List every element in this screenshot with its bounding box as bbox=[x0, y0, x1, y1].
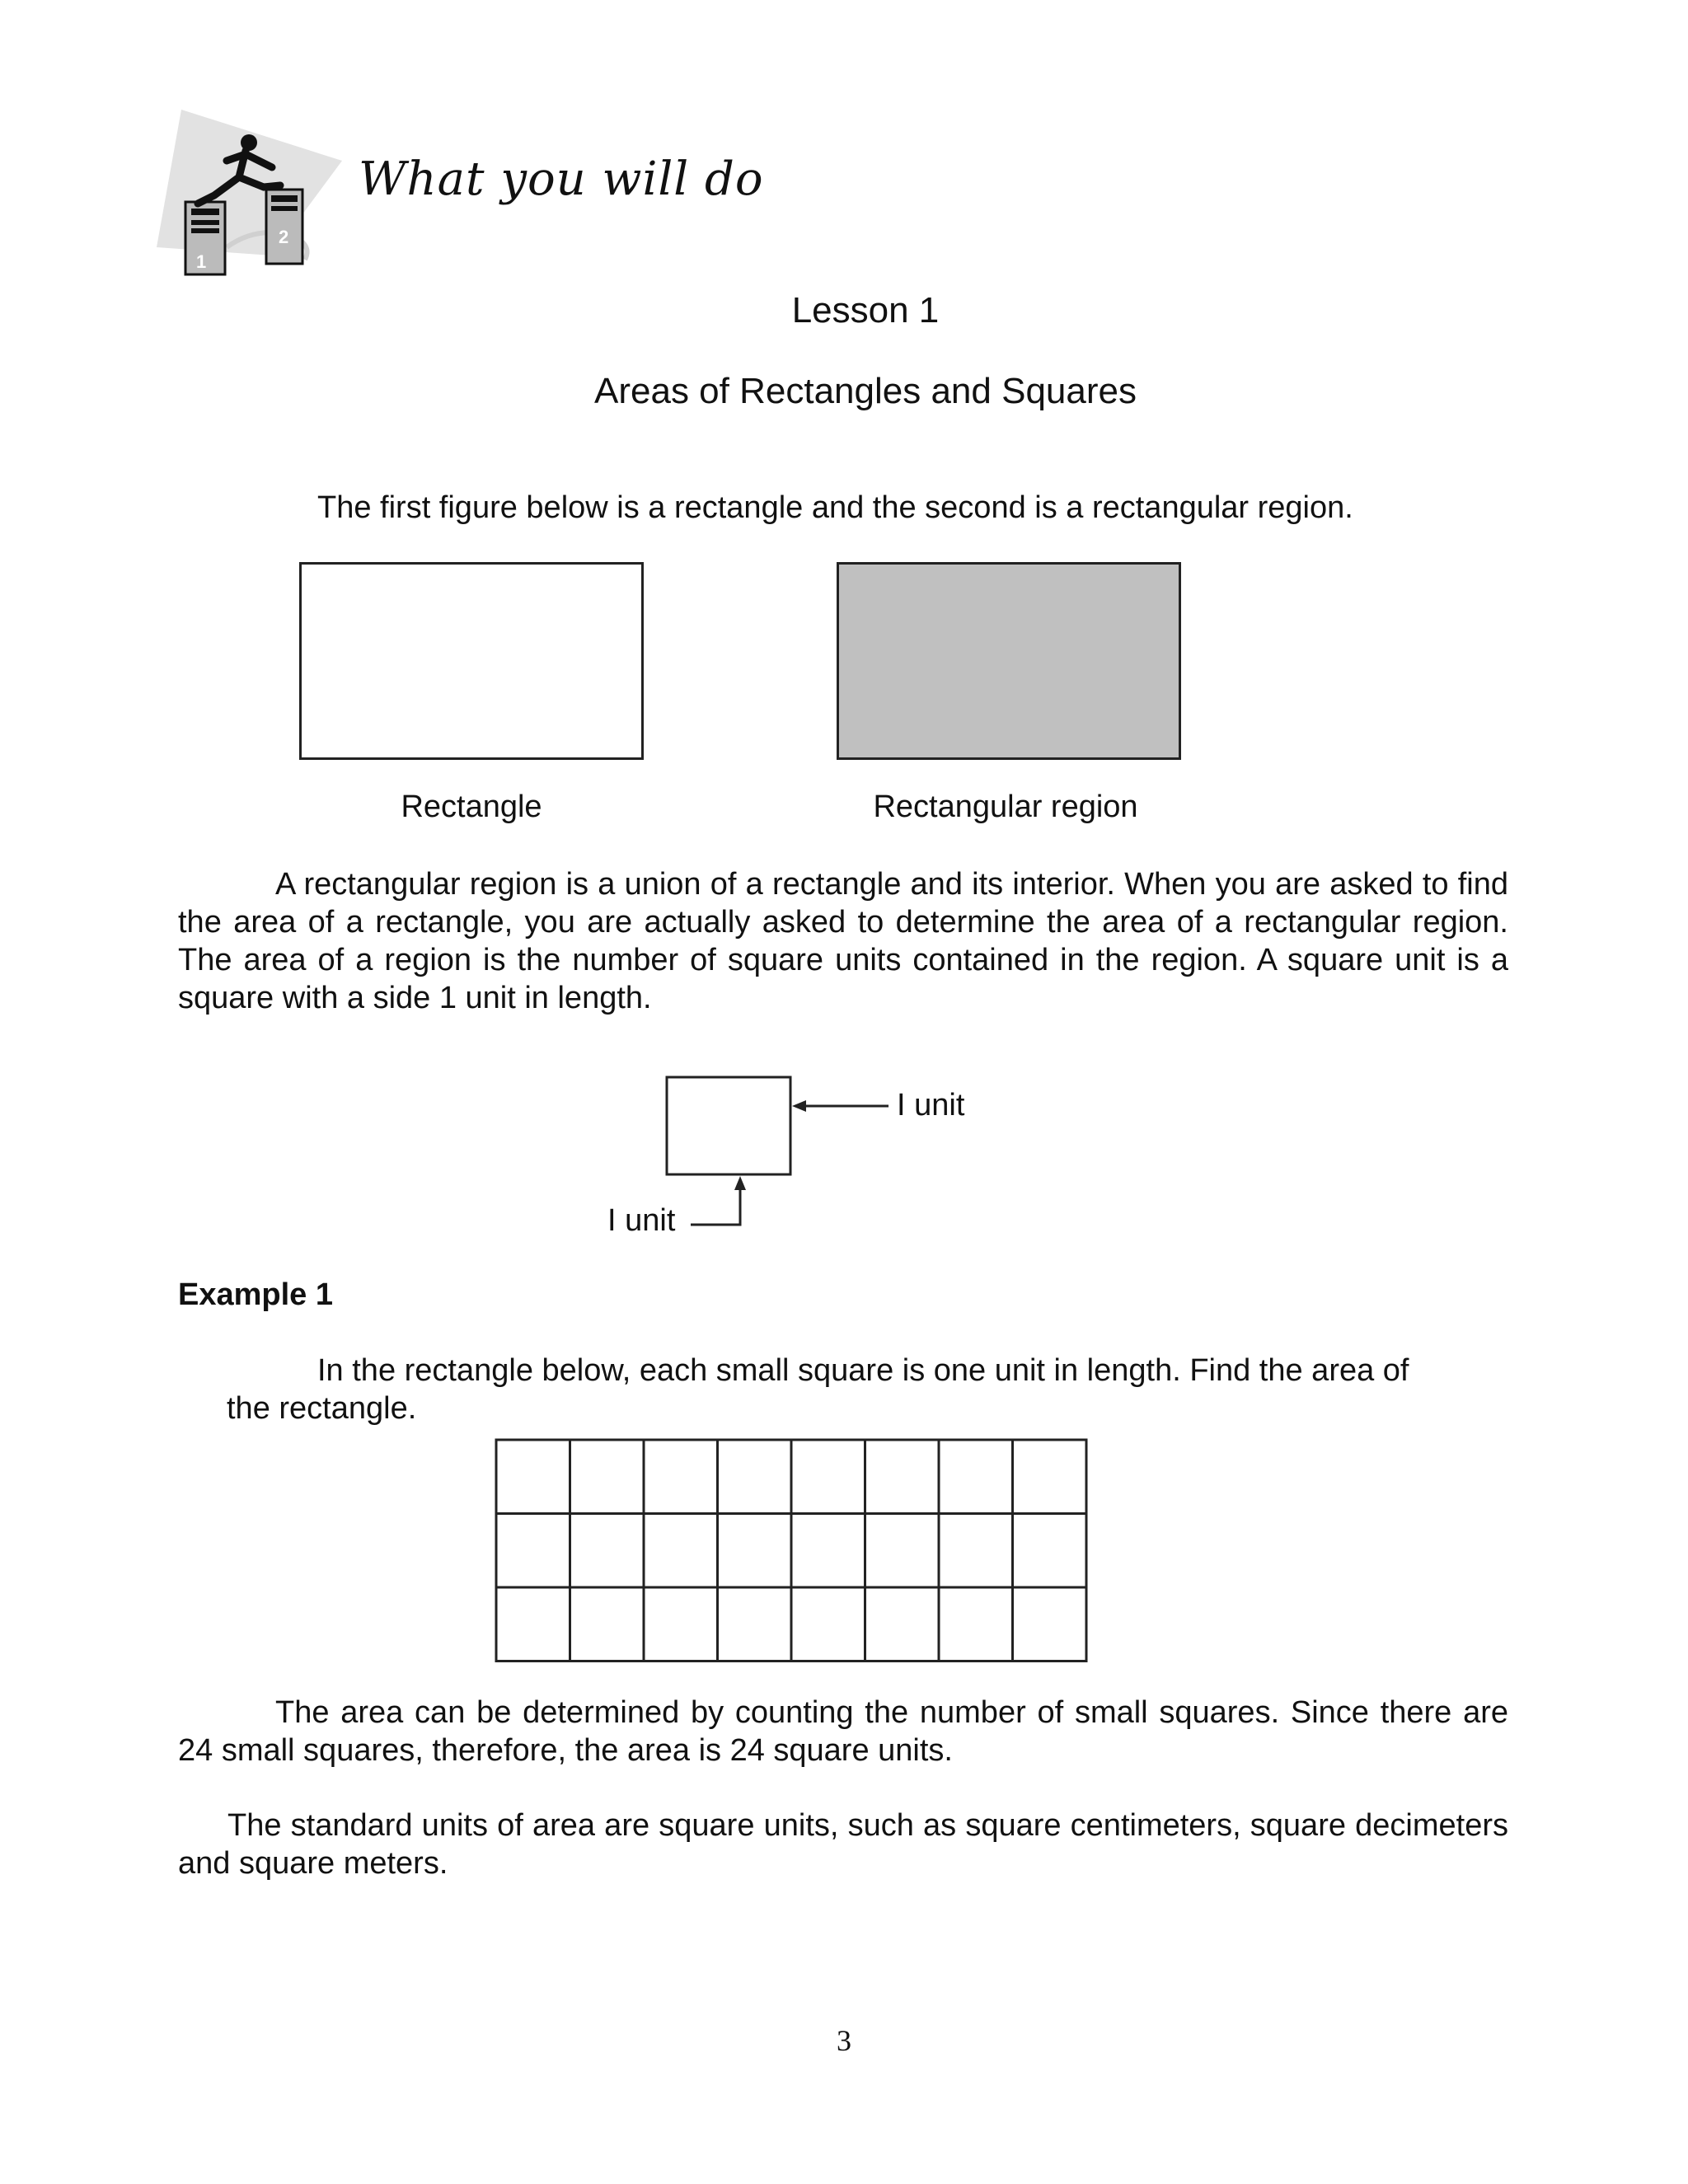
grid-cell bbox=[865, 1514, 940, 1588]
grid-cell bbox=[496, 1440, 570, 1514]
definition-paragraph bbox=[178, 865, 1508, 1017]
book-number-1: 1 bbox=[196, 251, 207, 272]
grid-cell bbox=[496, 1587, 570, 1661]
grid-cell bbox=[791, 1587, 865, 1661]
example-prompt-line-2: the rectangle. bbox=[227, 1391, 417, 1426]
standard-units-text: The standard units of area are square units, such as square centimeters, square decimeters and square meters. bbox=[178, 1808, 1508, 1881]
grid-cell bbox=[644, 1514, 718, 1588]
grid-cell bbox=[570, 1587, 645, 1661]
header bbox=[148, 103, 890, 284]
standard-units-paragraph bbox=[178, 1807, 1508, 1882]
grid-cell bbox=[1013, 1587, 1087, 1661]
unit-label-bottom: I unit bbox=[607, 1203, 676, 1238]
grid-cell bbox=[644, 1587, 718, 1661]
grid-cell bbox=[1013, 1514, 1087, 1588]
grid-cell bbox=[1013, 1440, 1087, 1514]
unit-square-diagram bbox=[593, 1063, 1170, 1253]
jumping-person-on-books-icon bbox=[148, 103, 363, 284]
example-heading: Example 1 bbox=[178, 1277, 333, 1312]
grid-cell bbox=[718, 1514, 792, 1588]
lesson-number: Lesson 1 bbox=[791, 290, 940, 330]
bottom-arrowhead bbox=[734, 1176, 746, 1190]
grid-cell bbox=[939, 1514, 1013, 1588]
grid-cell bbox=[718, 1440, 792, 1514]
rectangular-region-figure bbox=[837, 562, 1181, 760]
lesson-title: Areas of Rectangles and Squares bbox=[594, 371, 1137, 411]
rectangular-region-label: Rectangular region bbox=[873, 790, 1138, 824]
intro-text: The first figure below is a rectangle and the second is a rectangular region. bbox=[317, 490, 1353, 525]
grid-cell bbox=[570, 1440, 645, 1514]
right-arrowhead bbox=[792, 1100, 806, 1112]
definition-text: A rectangular region is a union of a rectangle and its interior. When you are asked to find the area of a rectangle, you are actually asked to determine the area of a rectangular region. The area of a region is the number of square units contained in the region. A square unit is a square with a side 1 unit in length. bbox=[178, 867, 1508, 1015]
grid-cell bbox=[570, 1514, 645, 1588]
unit-label-right: I unit bbox=[897, 1088, 965, 1122]
header-title: What you will do bbox=[359, 152, 764, 206]
rectangle-figure bbox=[299, 562, 644, 760]
grid-cell bbox=[496, 1514, 570, 1588]
rectangle-label: Rectangle bbox=[401, 790, 542, 824]
grid-cell bbox=[865, 1440, 940, 1514]
grid-cell bbox=[718, 1587, 792, 1661]
bottom-arrow-line bbox=[691, 1187, 740, 1225]
answer-paragraph bbox=[178, 1694, 1508, 1769]
grid-cell bbox=[791, 1514, 865, 1588]
grid-cell bbox=[644, 1440, 718, 1514]
book-number-2: 2 bbox=[279, 227, 289, 247]
grid-cell bbox=[791, 1440, 865, 1514]
page-number: 3 bbox=[837, 2024, 851, 2057]
grid-cell bbox=[939, 1440, 1013, 1514]
example-prompt-line-1: In the rectangle below, each small square is one unit in length. Find the area of bbox=[317, 1353, 1409, 1388]
grid-cell bbox=[865, 1587, 940, 1661]
unit-square bbox=[667, 1077, 790, 1174]
unit-grid bbox=[495, 1438, 1088, 1662]
grid-cell bbox=[939, 1587, 1013, 1661]
answer-text: The area can be determined by counting the number of small squares. Since there are 24 small squares, therefore, the area is 24 square units. bbox=[178, 1695, 1508, 1768]
